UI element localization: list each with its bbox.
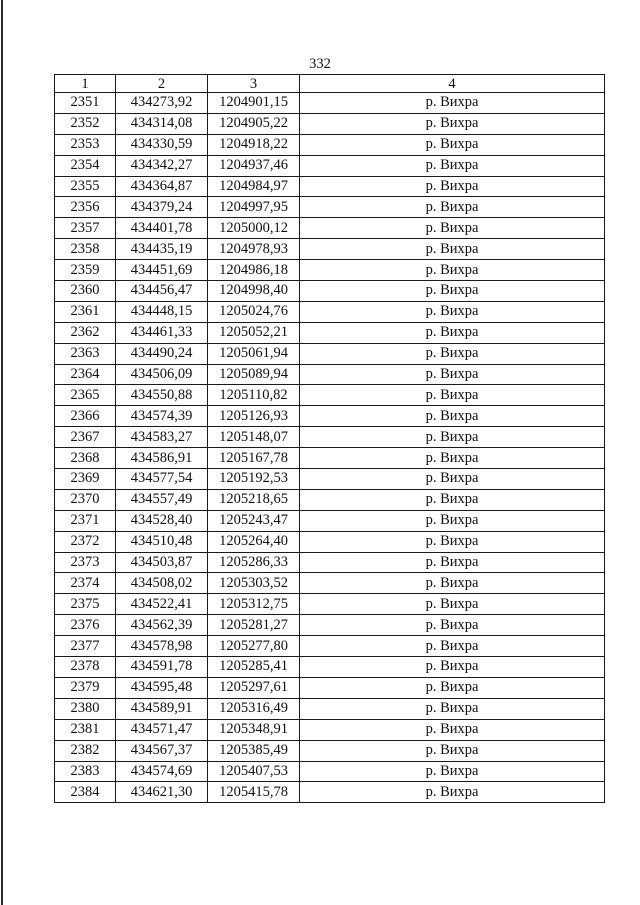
cell-y-coordinate: 1205415,78 bbox=[208, 782, 300, 803]
table-row bbox=[55, 782, 605, 803]
cell-x-coordinate: 434401,78 bbox=[116, 218, 208, 239]
table-row bbox=[55, 218, 605, 239]
cell-x-coordinate: 434595,48 bbox=[116, 677, 208, 698]
cell-x-coordinate: 434567,37 bbox=[116, 740, 208, 761]
table-row bbox=[55, 281, 605, 302]
cell-point-number: 2354 bbox=[55, 155, 116, 176]
cell-point-number: 2381 bbox=[55, 719, 116, 740]
cell-description: р. Вихра bbox=[300, 176, 605, 197]
cell-y-coordinate: 1205000,12 bbox=[208, 218, 300, 239]
cell-y-coordinate: 1205264,40 bbox=[208, 531, 300, 552]
cell-description: р. Вихра bbox=[300, 155, 605, 176]
cell-x-coordinate: 434342,27 bbox=[116, 155, 208, 176]
cell-point-number: 2369 bbox=[55, 469, 116, 490]
cell-x-coordinate: 434522,41 bbox=[116, 594, 208, 615]
cell-x-coordinate: 434574,39 bbox=[116, 406, 208, 427]
cell-point-number: 2377 bbox=[55, 636, 116, 657]
table-row bbox=[55, 740, 605, 761]
cell-y-coordinate: 1204998,40 bbox=[208, 281, 300, 302]
cell-description: р. Вихра bbox=[300, 573, 605, 594]
cell-description: р. Вихра bbox=[300, 469, 605, 490]
cell-x-coordinate: 434562,39 bbox=[116, 615, 208, 636]
cell-description: р. Вихра bbox=[300, 677, 605, 698]
cell-y-coordinate: 1205052,21 bbox=[208, 322, 300, 343]
cell-description: р. Вихра bbox=[300, 510, 605, 531]
cell-description: р. Вихра bbox=[300, 594, 605, 615]
cell-y-coordinate: 1205407,53 bbox=[208, 761, 300, 782]
cell-x-coordinate: 434456,47 bbox=[116, 281, 208, 302]
cell-y-coordinate: 1204901,15 bbox=[208, 93, 300, 114]
cell-description: р. Вихра bbox=[300, 343, 605, 364]
cell-description: р. Вихра bbox=[300, 218, 605, 239]
cell-x-coordinate: 434510,48 bbox=[116, 531, 208, 552]
column-header-4: 4 bbox=[300, 75, 605, 93]
cell-description: р. Вихра bbox=[300, 761, 605, 782]
cell-point-number: 2361 bbox=[55, 301, 116, 322]
cell-description: р. Вихра bbox=[300, 698, 605, 719]
cell-point-number: 2384 bbox=[55, 782, 116, 803]
cell-point-number: 2356 bbox=[55, 197, 116, 218]
table-row bbox=[55, 239, 605, 260]
cell-description: р. Вихра bbox=[300, 615, 605, 636]
cell-x-coordinate: 434583,27 bbox=[116, 427, 208, 448]
cell-description: р. Вихра bbox=[300, 531, 605, 552]
table-row bbox=[55, 406, 605, 427]
cell-description: р. Вихра bbox=[300, 260, 605, 281]
cell-y-coordinate: 1205110,82 bbox=[208, 385, 300, 406]
cell-point-number: 2371 bbox=[55, 510, 116, 531]
cell-point-number: 2372 bbox=[55, 531, 116, 552]
table-row bbox=[55, 113, 605, 134]
table-row bbox=[55, 657, 605, 678]
cell-description: р. Вихра bbox=[300, 93, 605, 114]
table-row bbox=[55, 364, 605, 385]
cell-point-number: 2357 bbox=[55, 218, 116, 239]
cell-point-number: 2353 bbox=[55, 134, 116, 155]
cell-x-coordinate: 434506,09 bbox=[116, 364, 208, 385]
cell-x-coordinate: 434574,69 bbox=[116, 761, 208, 782]
table-body bbox=[55, 93, 605, 803]
cell-x-coordinate: 434451,69 bbox=[116, 260, 208, 281]
cell-point-number: 2376 bbox=[55, 615, 116, 636]
table-row bbox=[55, 719, 605, 740]
cell-description: р. Вихра bbox=[300, 406, 605, 427]
table-header-row bbox=[55, 75, 605, 93]
cell-description: р. Вихра bbox=[300, 636, 605, 657]
cell-y-coordinate: 1205024,76 bbox=[208, 301, 300, 322]
table-row bbox=[55, 93, 605, 114]
cell-description: р. Вихра bbox=[300, 489, 605, 510]
cell-description: р. Вихра bbox=[300, 427, 605, 448]
table-row bbox=[55, 322, 605, 343]
cell-description: р. Вихра bbox=[300, 134, 605, 155]
cell-y-coordinate: 1205385,49 bbox=[208, 740, 300, 761]
cell-point-number: 2363 bbox=[55, 343, 116, 364]
table-row bbox=[55, 155, 605, 176]
table-row bbox=[55, 531, 605, 552]
table-row bbox=[55, 761, 605, 782]
table-row bbox=[55, 698, 605, 719]
cell-y-coordinate: 1204978,93 bbox=[208, 239, 300, 260]
cell-y-coordinate: 1204905,22 bbox=[208, 113, 300, 134]
cell-description: р. Вихра bbox=[300, 719, 605, 740]
cell-x-coordinate: 434528,40 bbox=[116, 510, 208, 531]
cell-description: р. Вихра bbox=[300, 448, 605, 469]
table-row bbox=[55, 677, 605, 698]
cell-x-coordinate: 434578,98 bbox=[116, 636, 208, 657]
cell-point-number: 2351 bbox=[55, 93, 116, 114]
cell-y-coordinate: 1205303,52 bbox=[208, 573, 300, 594]
cell-x-coordinate: 434571,47 bbox=[116, 719, 208, 740]
cell-y-coordinate: 1205297,61 bbox=[208, 677, 300, 698]
cell-x-coordinate: 434557,49 bbox=[116, 489, 208, 510]
cell-point-number: 2352 bbox=[55, 113, 116, 134]
cell-x-coordinate: 434586,91 bbox=[116, 448, 208, 469]
cell-x-coordinate: 434379,24 bbox=[116, 197, 208, 218]
cell-point-number: 2365 bbox=[55, 385, 116, 406]
cell-y-coordinate: 1205277,80 bbox=[208, 636, 300, 657]
column-header-3: 3 bbox=[208, 75, 300, 93]
cell-x-coordinate: 434508,02 bbox=[116, 573, 208, 594]
cell-x-coordinate: 434550,88 bbox=[116, 385, 208, 406]
table-row bbox=[55, 448, 605, 469]
cell-x-coordinate: 434461,33 bbox=[116, 322, 208, 343]
cell-y-coordinate: 1205126,93 bbox=[208, 406, 300, 427]
cell-description: р. Вихра bbox=[300, 385, 605, 406]
cell-point-number: 2360 bbox=[55, 281, 116, 302]
cell-x-coordinate: 434591,78 bbox=[116, 657, 208, 678]
cell-point-number: 2378 bbox=[55, 657, 116, 678]
table-row bbox=[55, 552, 605, 573]
cell-description: р. Вихра bbox=[300, 552, 605, 573]
cell-y-coordinate: 1205167,78 bbox=[208, 448, 300, 469]
cell-y-coordinate: 1204984,97 bbox=[208, 176, 300, 197]
cell-point-number: 2355 bbox=[55, 176, 116, 197]
cell-point-number: 2380 bbox=[55, 698, 116, 719]
cell-point-number: 2367 bbox=[55, 427, 116, 448]
table-row bbox=[55, 469, 605, 490]
page-number: 332 bbox=[309, 56, 331, 72]
table-row bbox=[55, 594, 605, 615]
table-row bbox=[55, 615, 605, 636]
cell-x-coordinate: 434435,19 bbox=[116, 239, 208, 260]
cell-point-number: 2364 bbox=[55, 364, 116, 385]
table-row bbox=[55, 573, 605, 594]
table-row bbox=[55, 260, 605, 281]
table-row bbox=[55, 197, 605, 218]
cell-x-coordinate: 434589,91 bbox=[116, 698, 208, 719]
cell-y-coordinate: 1205243,47 bbox=[208, 510, 300, 531]
cell-y-coordinate: 1205061,94 bbox=[208, 343, 300, 364]
cell-y-coordinate: 1205316,49 bbox=[208, 698, 300, 719]
cell-description: р. Вихра bbox=[300, 364, 605, 385]
table-row bbox=[55, 489, 605, 510]
cell-x-coordinate: 434314,08 bbox=[116, 113, 208, 134]
cell-x-coordinate: 434490,24 bbox=[116, 343, 208, 364]
table-row bbox=[55, 176, 605, 197]
cell-y-coordinate: 1205218,65 bbox=[208, 489, 300, 510]
cell-x-coordinate: 434621,30 bbox=[116, 782, 208, 803]
cell-description: р. Вихра bbox=[300, 239, 605, 260]
cell-y-coordinate: 1205089,94 bbox=[208, 364, 300, 385]
cell-y-coordinate: 1204918,22 bbox=[208, 134, 300, 155]
cell-description: р. Вихра bbox=[300, 113, 605, 134]
cell-x-coordinate: 434577,54 bbox=[116, 469, 208, 490]
table-row bbox=[55, 301, 605, 322]
cell-x-coordinate: 434503,87 bbox=[116, 552, 208, 573]
cell-point-number: 2373 bbox=[55, 552, 116, 573]
cell-x-coordinate: 434448,15 bbox=[116, 301, 208, 322]
scan-edge-line bbox=[1, 0, 3, 905]
cell-description: р. Вихра bbox=[300, 657, 605, 678]
cell-point-number: 2382 bbox=[55, 740, 116, 761]
cell-y-coordinate: 1204986,18 bbox=[208, 260, 300, 281]
coordinates-table bbox=[54, 74, 605, 803]
cell-point-number: 2368 bbox=[55, 448, 116, 469]
column-header-2: 2 bbox=[116, 75, 208, 93]
cell-description: р. Вихра bbox=[300, 740, 605, 761]
cell-point-number: 2370 bbox=[55, 489, 116, 510]
cell-y-coordinate: 1205312,75 bbox=[208, 594, 300, 615]
cell-description: р. Вихра bbox=[300, 197, 605, 218]
cell-y-coordinate: 1205286,33 bbox=[208, 552, 300, 573]
table-row bbox=[55, 343, 605, 364]
table-row bbox=[55, 385, 605, 406]
cell-y-coordinate: 1204997,95 bbox=[208, 197, 300, 218]
cell-description: р. Вихра bbox=[300, 281, 605, 302]
cell-y-coordinate: 1204937,46 bbox=[208, 155, 300, 176]
table-row bbox=[55, 636, 605, 657]
cell-y-coordinate: 1205348,91 bbox=[208, 719, 300, 740]
cell-description: р. Вихра bbox=[300, 322, 605, 343]
cell-x-coordinate: 434364,87 bbox=[116, 176, 208, 197]
cell-point-number: 2374 bbox=[55, 573, 116, 594]
column-header-1: 1 bbox=[55, 75, 116, 93]
cell-y-coordinate: 1205285,41 bbox=[208, 657, 300, 678]
cell-point-number: 2366 bbox=[55, 406, 116, 427]
table-row bbox=[55, 134, 605, 155]
cell-point-number: 2359 bbox=[55, 260, 116, 281]
cell-description: р. Вихра bbox=[300, 301, 605, 322]
table-row bbox=[55, 427, 605, 448]
cell-x-coordinate: 434330,59 bbox=[116, 134, 208, 155]
cell-y-coordinate: 1205192,53 bbox=[208, 469, 300, 490]
cell-point-number: 2375 bbox=[55, 594, 116, 615]
cell-description: р. Вихра bbox=[300, 782, 605, 803]
cell-y-coordinate: 1205148,07 bbox=[208, 427, 300, 448]
cell-point-number: 2358 bbox=[55, 239, 116, 260]
cell-point-number: 2383 bbox=[55, 761, 116, 782]
cell-point-number: 2379 bbox=[55, 677, 116, 698]
cell-y-coordinate: 1205281,27 bbox=[208, 615, 300, 636]
cell-x-coordinate: 434273,92 bbox=[116, 93, 208, 114]
table-row bbox=[55, 510, 605, 531]
cell-point-number: 2362 bbox=[55, 322, 116, 343]
